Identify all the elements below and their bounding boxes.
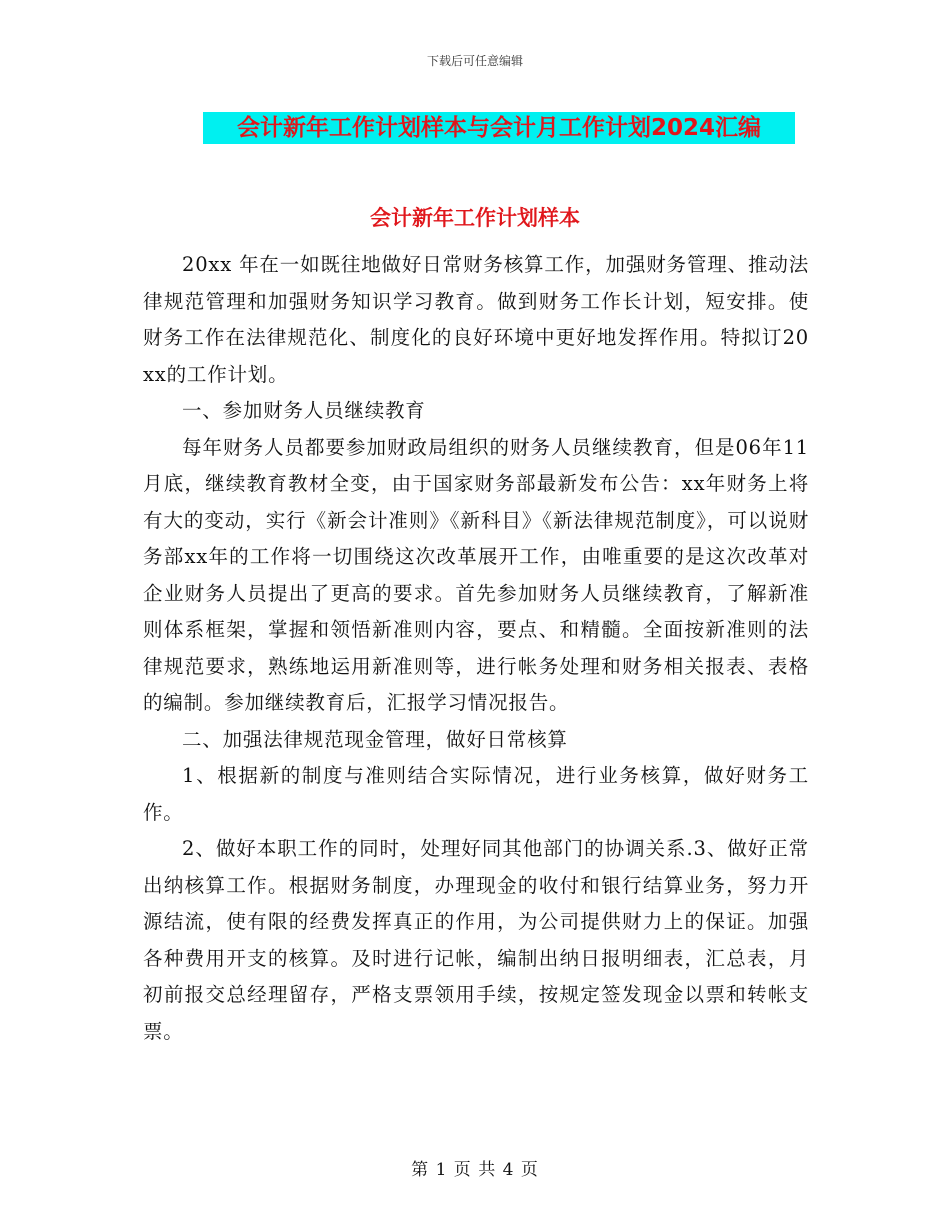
page-footer: 第 1 页 共 4 页 bbox=[411, 1160, 539, 1180]
paragraph-item-2: 2、做好本职工作的同时，处理好同其他部门的协调关系.3、做好正常出纳核算工作。根据财务制度，办理现金的收付和银行结算业务，努力开源结流，使有限的经费发挥真正的作用，为公司提供财力上的保证。加强各种费用开支的核算。及时进行记帐，编制出纳日报明细表，汇总表，月初前报交总经理留存，严格支票领用手续，按规定签发现金以票和转帐支票。 bbox=[143, 837, 809, 1043]
section-title: 会计新年工作计划样本 bbox=[370, 206, 580, 230]
header-note: 下载后可任意编辑 bbox=[426, 54, 523, 68]
paragraph-intro: 20xx 年在一如既往地做好日常财务核算工作，加强财务管理、推动法律规范管理和加强财务知识学习教育。做到财务工作长计划，短安排。使财务工作在法律规范化、制度化的良好环境中更好地发挥作用。特拟订20xx的工作计划。 bbox=[143, 253, 809, 386]
paragraph-continuing-education: 每年财务人员都要参加财政局组织的财务人员继续教育，但是06年11月底，继续教育教材全变，由于国家财务部最新发布公告：xx年财务上将有大的变动，实行《新会计准则》《新科目》《新法律规范制度》，可以说财务部xx年的工作将一切围绕这次改革展开工作，由唯重要的是这次改革对企业财务人员提出了更高的要求。首先参加财务人员继续教育，了解新准则体系框架，掌握和领悟新准则内容，要点、和精髓。全面按新准则的法律规范要求，熟练地运用新准则等，进行帐务处理和财务相关报表、表格的编制。参加继续教育后，汇报学习情况报告。 bbox=[143, 435, 809, 714]
heading-continuing-education: 一、参加财务人员继续教育 bbox=[182, 399, 426, 422]
heading-cash-management: 二、加强法律规范现金管理，做好日常核算 bbox=[182, 727, 568, 751]
document-body bbox=[143, 247, 809, 1050]
paragraph-item-1: 1、根据新的制度与准则结合实际情况，进行业务核算，做好财务工作。 bbox=[143, 764, 809, 824]
document-title: 会计新年工作计划样本与会计月工作计划2024汇编 bbox=[236, 115, 761, 141]
document-title-highlight bbox=[203, 112, 795, 144]
